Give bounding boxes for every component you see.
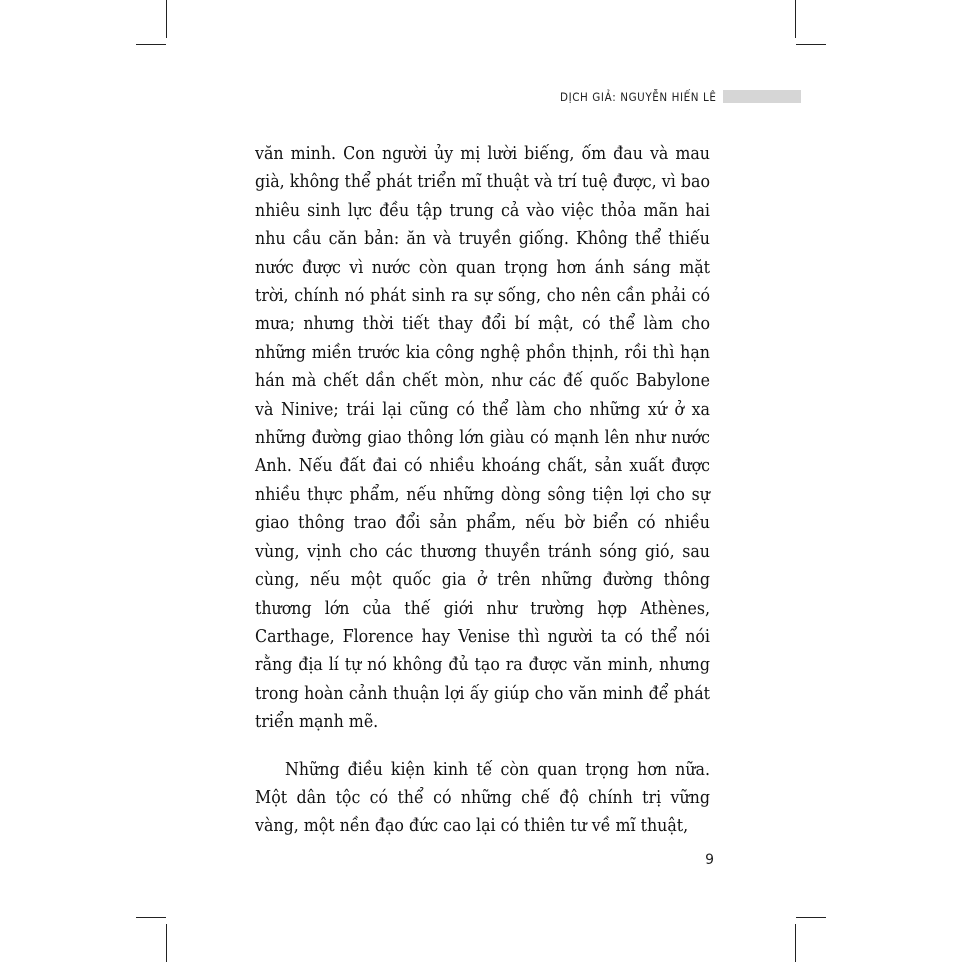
running-header-bar	[723, 90, 801, 103]
crop-mark-bottom-left-horizontal	[136, 917, 166, 918]
crop-mark-top-right-horizontal	[796, 44, 826, 45]
paragraph-continued: văn minh. Con người ủy mị lười biếng, ốm đau và mau già, không thể phát triển mĩ thuật và trí tuệ được, vì bao nhiêu sinh lực đều tập trung cả vào việc thỏa mãn hai nhu cầu căn bản: ăn và truyền giống. Không thể thiếu nước được vì nước còn quan trọng hơn ánh sáng mặt trời, chính nó phát sinh ra sự sống, cho nên cần phải có mưa; nhưng thời tiết thay đổi bí mật, có thể làm cho những miền trước kia công nghệ phồn thịnh, rồi thì hạn hán mà chết dần chết mòn, như các đế quốc Babylone và Ninive; trái lại cũng có thể làm cho những xứ ở xa những đường giao thông lớn giàu có mạnh lên như nước Anh. Nếu đất đai có nhiều khoáng chất, sản xuất được nhiều thực phẩm, nếu những dòng sông tiện lợi cho sự giao thông trao đổi sản phẩm, nếu bờ biển có nhiều vùng, vịnh cho các thương thuyền tránh sóng gió, sau cùng, nếu một quốc gia ở trên những đường thông thương lớn của thế giới như trường hợp Athènes, Carthage, Florence hay Venise thì người ta có thể nói rằng địa lí tự nó không đủ tạo ra được văn minh, nhưng trong hoàn cảnh thuận lợi ấy giúp cho văn minh để phát triển mạnh mẽ.	[255, 144, 710, 733]
crop-mark-bottom-right-horizontal	[796, 917, 826, 918]
page-number: 9	[705, 852, 714, 868]
crop-mark-top-left-vertical	[166, 0, 167, 38]
crop-mark-top-right-vertical	[795, 0, 796, 38]
running-header	[560, 89, 801, 104]
page-body	[255, 140, 710, 841]
crop-mark-bottom-left-vertical	[166, 924, 167, 962]
running-header-title: DỊCH GIẢ: NGUYỄN HIẾN LÊ	[560, 89, 717, 104]
crop-mark-bottom-right-vertical	[795, 924, 796, 962]
paragraph: Những điều kiện kinh tế còn quan trọng hơn nữa. Một dân tộc có thể có những chế độ chính trị vững vàng, một nền đạo đức cao lại có thiên tư về mĩ thuật,	[255, 759, 710, 837]
crop-mark-top-left-horizontal	[136, 44, 166, 45]
